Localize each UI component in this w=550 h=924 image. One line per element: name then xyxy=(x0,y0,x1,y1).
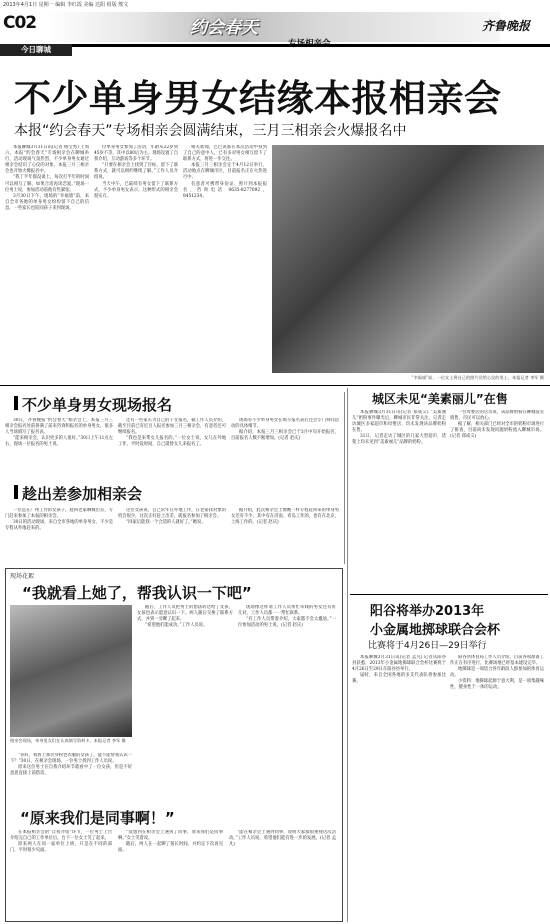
xianchang-title: 不少单身男女现场报名 xyxy=(22,396,173,414)
quote-2-headline: “原来我们是同事啊！” xyxy=(20,809,175,827)
masthead-banner xyxy=(48,12,500,42)
paragraph: 31日，记者走访了城区的几家大型超市，货架上均未见到“美素丽儿”品牌的奶粉。 xyxy=(352,434,446,446)
paragraph: 据了解，相关部门已经对全市的奶粉市场进行了排查，目前尚未发现问题奶粉流入聊城市场。(记者 郑成义) xyxy=(450,422,544,440)
quote-photo-caption: 相亲会现场，单身男女们在认真填写资料卡。本报记者 李军 摄 xyxy=(10,738,126,743)
masthead-script: 约会春天 xyxy=(190,18,258,38)
paragraph: 30日的活动现场，来自全市各地的单身男女，不少是专程从外地赶来的。 xyxy=(5,520,113,532)
paragraph: “我丁半年都没谈上，每次打半年的时间可以相互了解，如果合适再谈恋爱。”现场一位男士说，参加活动前他有些紧张。 xyxy=(5,175,89,193)
paragraph: “回家后能找一个合适的人就好了。”她说。 xyxy=(126,520,206,526)
paragraph: 当天中午，已陆续有男女留下了联系方式，不少单身男女表示，这种形式的相亲会很实在。 xyxy=(94,181,178,199)
paragraph: 地掷球是一项适合各年龄段人群参加的体育运动。 xyxy=(450,667,544,679)
golf-title: 阳谷将举办2013年 xyxy=(370,604,485,619)
paragraph: “只要在相亲会上找到了目标，留下了联系方式，就可以相约继续了解。”工作人员介绍说。 xyxy=(94,163,178,181)
right-column-divider xyxy=(347,388,348,922)
meiguo-col-1 xyxy=(352,410,446,590)
paragraph: 小资料：地掷球起源于意大利，是一项集趣味性、健身性于一体的运动。 xyxy=(450,679,544,691)
paragraph: 现场像这样请工作人员帮忙牵线的男女还有好几对，工作人员都一一帮忙联系。 xyxy=(238,605,336,617)
paragraph: 阳谷县体育局工作人员介绍，目前各项准备工作正在有序进行，比赛场地已经基本建设完毕。 xyxy=(450,655,544,667)
paragraph: 随后，两人在一起聊了很长时间，并约定下次再见面。 xyxy=(118,842,223,854)
chuchai-col-2 xyxy=(118,508,226,560)
paragraph: 相关新闻，巴巴说都在本次活动中找到了自己的意中人，已有多对男女相互留下了联系方式，将进一步交往。 xyxy=(183,145,267,163)
xianchang-col-2 xyxy=(118,418,226,470)
paragraph: 本报三月三相亲会定于4月12日举行，活动地点在聊城市区，目前报名正在火热进行中。 xyxy=(183,163,267,181)
lead-article-col-3 xyxy=(183,145,267,375)
lead-article-col-1 xyxy=(5,145,89,375)
meiguo-col-2 xyxy=(450,410,544,590)
section-tag: 今日聊城 xyxy=(0,44,72,56)
paragraph: 现场有不少单身男女在填写报名表后还会专门询问活动的具体细节。 xyxy=(231,418,339,430)
paragraph: 位单身男女参加了活动，年龄从22岁到45岁不等，其中以80后为主。现场设置了自我介绍、互动游戏等多个环节。 xyxy=(94,145,178,163)
right-section-divider xyxy=(350,594,548,595)
paragraph: 届时，来自全国各地的多支代表队将参加比赛。 xyxy=(352,673,446,685)
paragraph: 在本报相亲会的“自我介绍”环节，一位男士上台介绍完自己的工作单位后，台下一位女士笑了起来。 xyxy=(10,830,112,842)
quote-1-body-3 xyxy=(238,605,336,801)
quote-block-label: 现场花絮 xyxy=(10,573,35,580)
page-code: C02 xyxy=(3,13,37,33)
chuchai-col-3 xyxy=(231,508,339,560)
section-marker xyxy=(14,485,18,499)
lead-photo xyxy=(272,145,544,373)
xianchang-col-3 xyxy=(231,418,339,470)
main-subheadline: 本报“约会春天”专场相亲会圆满结束，三月三相亲会火爆报名中 xyxy=(14,123,407,139)
lead-photo-caption: “幸福墙”前，一位女士将自己的照片送给心仪的男士。本报记者 李军 摄 xyxy=(411,375,544,380)
golf-subtitle: 比赛将于4月26日—29日举行 xyxy=(368,641,487,651)
chuchai-col-1 xyxy=(5,508,113,560)
header-rule xyxy=(0,44,550,47)
paragraph: 据介绍，本报三月三相亲会已于3月中旬开始报名，目前报名人数不断增加。(记者 赵庆) xyxy=(231,430,339,442)
paragraph: 有意者可携带身份证、照片到本报报名，咨询电话 0635-8277092，8451234。 xyxy=(183,181,267,199)
paragraph: 本报聊城3月31日讯(记者 郑成义) “美素丽儿”奶粉事件曝光后，聊城市民非常关注，记者走访城区多家超市和母婴店，均未发现该品牌奶粉在售。 xyxy=(352,410,446,434)
quote-2-body-2 xyxy=(118,830,223,916)
paragraph: “有工作人员帮着介绍，大家都不会太尴尬。”一位参加活动的男士说。(记者 赵庆) xyxy=(238,617,336,629)
paragraph: 3月30日下午，现场的“幸福墙”前，来自全市各地的单身男女纷纷留下自己的信息，一些家长也陪同孩子来到现场。 xyxy=(5,193,89,211)
paragraph: “能在相亲会上遇到同事，说明大家都很重视这次活动。”工作人员说，希望他们能有进一步的发展。(记者 孟凡) xyxy=(229,830,336,848)
quote-1-headline: “我就看上她了，帮我认识一下吧” xyxy=(22,584,252,602)
paragraph: 据介绍，此次相亲会上像她一样专程赶回来的单身男女还有不少，其中有在济南、青岛工作的，也有在北京、上海工作的。(记者 赵庆) xyxy=(231,508,339,526)
meiguo-title: 城区未见“美素丽儿”在售 xyxy=(372,392,508,406)
paragraph: 还有一些家长为自己的子女报名，据工作人员介绍，截至目前已有近百人报名参加三月三相亲会，有意者还可继续报名。 xyxy=(118,418,226,436)
masthead-subtitle xyxy=(288,37,331,49)
section-marker xyxy=(14,396,18,410)
paragraph: 本报聊城3月31日讯(记者 杨宝秀) 上周六，本报“约会春天”专场相亲会在聊城举行，活动现场气氛热烈，不少单身男女通过相亲会结识了心仪的对象，本报三月三相亲会也开始火爆报名中。 xyxy=(5,145,89,175)
lead-article-col-2 xyxy=(94,145,178,375)
quote-2-body-3 xyxy=(229,830,336,916)
golf-col-2 xyxy=(450,655,544,920)
main-headline: 不少单身男女结缘本报相亲会 xyxy=(14,77,502,120)
paragraph: 本报聊城3月31日讯(记者 孟凡) 记者从阳谷县获悉，2013年小金属地掷球联合会杯比赛将于4月26日至29日在阳谷县举行。 xyxy=(352,655,446,673)
golf-title-2: 小金属地掷球联合会杯 xyxy=(370,623,501,638)
quote-photo xyxy=(10,605,132,737)
quote-1-body-1 xyxy=(10,753,132,801)
section-divider xyxy=(0,385,550,386)
golf-col-1 xyxy=(352,655,446,920)
paragraph: “你好，我看上那位穿粉色衣服的女孩了，能不能帮我认识一下？”30日，在相亲会现场，一位男士找到工作人员说。 xyxy=(10,753,132,765)
paragraph: 随后，工作人员把男士的想法转达给了女孩，女孩也表示愿意认识一下。两人随后交换了联系方式，并到一旁聊了起来。 xyxy=(137,605,233,623)
xianchang-col-1 xyxy=(5,418,113,470)
paragraph: 30日，齐鲁晚报“约会春天”相亲会上，本报三月三相亲会报名处前挤满了前来咨询和报名的单身男女，很多人当场填写了报名表。 xyxy=(5,418,113,436)
paragraph: “希望他们能成功。”工作人员说。 xyxy=(145,623,208,629)
paragraph: 一位远在广州工作的女孩子，趁回老家聊城出差，专门赶来参加了本报的相亲会。 xyxy=(5,508,113,520)
paragraph: 一位母婴店的店员说，该品牌奶粉在聊城没有销售，市民可以放心。 xyxy=(450,410,544,422)
paragraph: 原来这位男士在自我介绍环节就看中了一位女孩，但是不好意思直接上前搭话。 xyxy=(10,765,132,777)
paper-logo: 齐鲁晚报 xyxy=(482,19,531,33)
paragraph: 这位女孩说，自己常年在外地工作，在老家找对象的机会很少，这次正好赶上出差，就报名参加了相亲会。 xyxy=(118,508,226,520)
paragraph: “能来相亲会，认识更多的人很好。”30日上午11点左右，现场一位报名的男士说。 xyxy=(5,436,113,448)
dateline: 2013年4月1日 星期一 编辑 李红霞 美编 达阳 组版 熊文 xyxy=(3,2,129,8)
paragraph: 原来两人在同一家单位上班，只是在不同的部门，平时很少见面。 xyxy=(10,842,112,854)
column-divider xyxy=(344,392,345,564)
quote-1-body-2 xyxy=(137,605,233,801)
chuchai-title: 趁出差参加相亲会 xyxy=(22,485,143,503)
paragraph: “没想到在相亲会上遇到了同事，原来我们是同事啊。”女士笑着说。 xyxy=(118,830,223,842)
quote-2-body-1 xyxy=(10,830,112,916)
paragraph: “我也是来帮女儿报名的。”一位女士说，女儿在外地工作，平时没时间，自己就替女儿来报名了。 xyxy=(118,436,226,448)
